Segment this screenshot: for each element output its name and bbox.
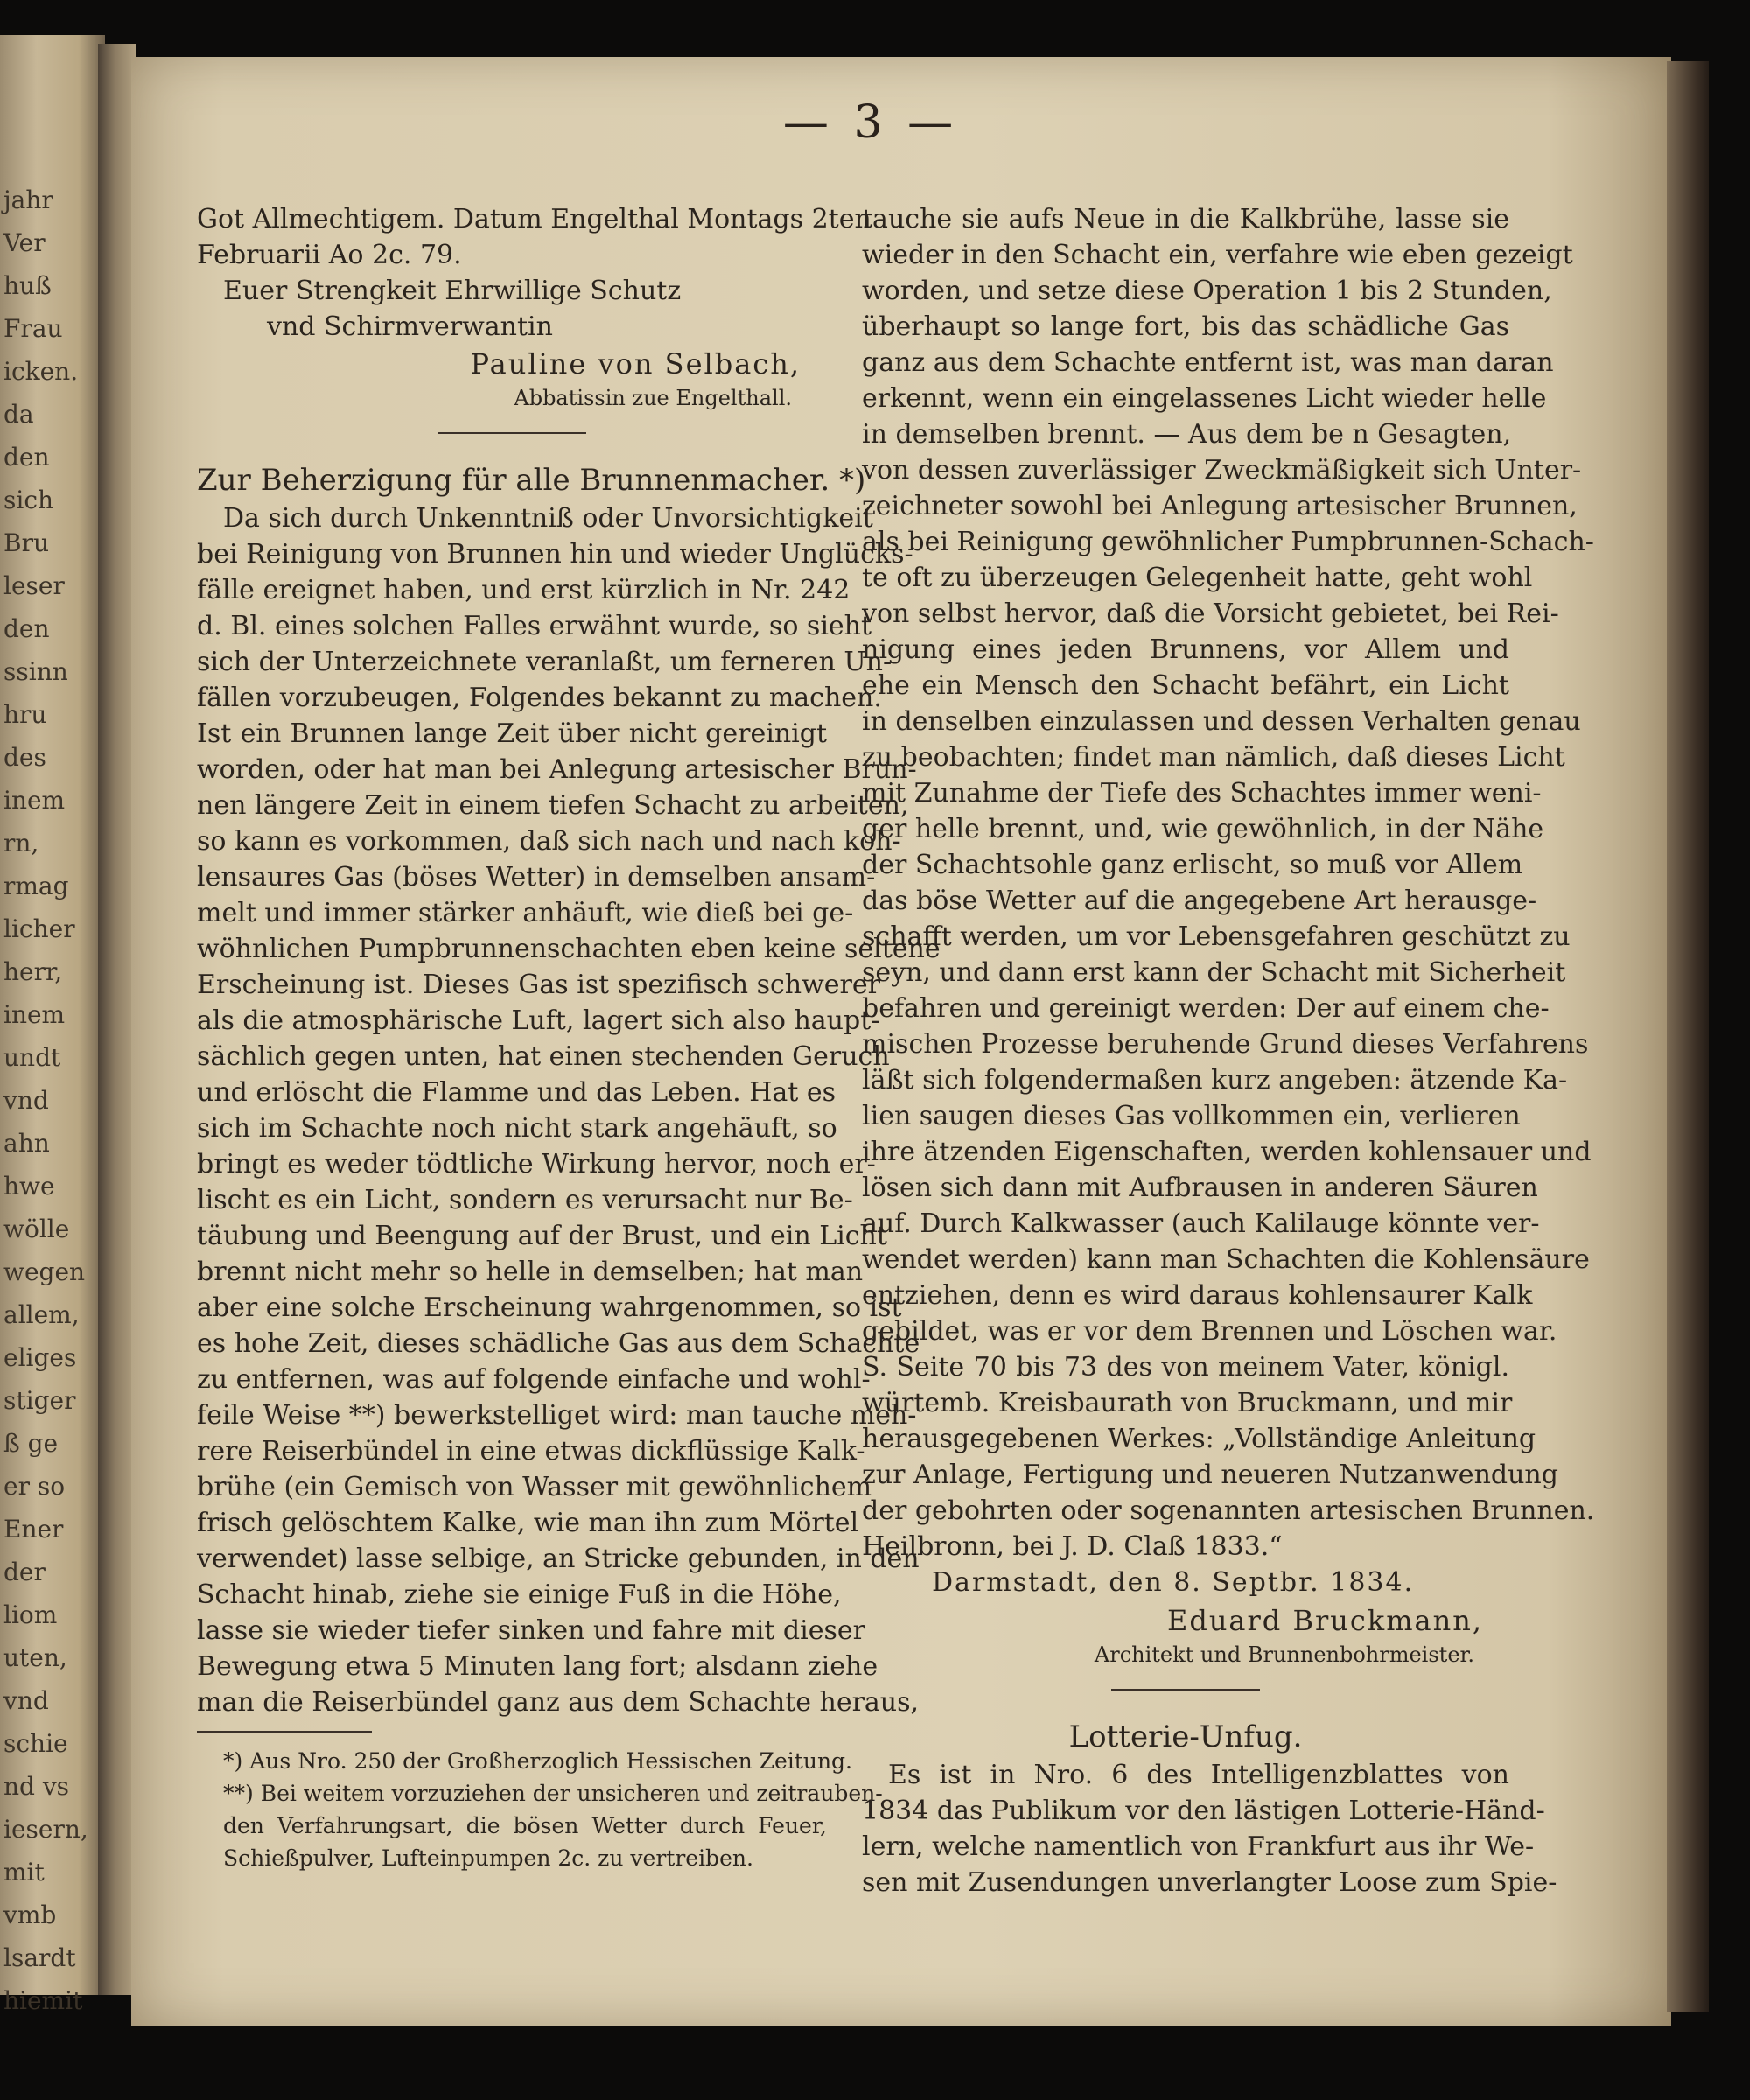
left-page-fragment: allem, <box>4 1300 80 1329</box>
text-line: lischt es ein Licht, sondern es verursacht nur Be- <box>197 1185 853 1215</box>
text-line: worden, und setze diese Operation 1 bis 2 Stunden, <box>862 276 1552 306</box>
text-line: feile Weise **) bewerkstelliget wird: man tauche meh- <box>197 1400 917 1431</box>
text-line: S. Seite 70 bis 73 des von meinem Vater, königl. <box>862 1352 1509 1382</box>
footnote-divider <box>197 1731 372 1732</box>
letter-line: Euer Strengkeit Ehrwillige Schutz <box>223 276 682 306</box>
text-line: aber eine solche Erscheinung wahrgenommen, so ist <box>197 1292 902 1323</box>
text-line: und erlöscht die Flamme und das Leben. Hat es <box>197 1077 836 1108</box>
article-dateline: Darmstadt, den 8. Septbr. 1834. <box>932 1567 1415 1598</box>
left-page-fragment: lsardt <box>4 1943 76 1972</box>
text-line: von dessen zuverlässiger Zweckmäßigkeit sich Unter- <box>862 455 1582 486</box>
right-column <box>862 201 1595 1900</box>
left-page-edge <box>0 35 105 2015</box>
left-page-fragment: eliges <box>4 1343 77 1372</box>
text-line: entziehen, denn es wird daraus kohlensaurer Kalk <box>862 1280 1533 1311</box>
left-page-fragment: Bru <box>4 528 49 557</box>
text-line: lern, welche namentlich von Frankfurt aus ihr We- <box>862 1831 1535 1862</box>
left-page-fragment: huß <box>4 271 52 300</box>
text-line: täubung und Beengung auf der Brust, und ein Licht <box>197 1221 887 1251</box>
text-line: wieder in den Schacht ein, verfahre wie eben gezeigt <box>862 240 1573 270</box>
article-body-left <box>197 500 941 1720</box>
left-page-fragment: leser <box>4 571 65 600</box>
text-line: zu entfernen, was auf folgende einfache und wohl- <box>197 1364 871 1395</box>
text-line: Es ist in Nro. 6 des Intelligenzblattes von <box>888 1760 1509 1790</box>
text-line: der Schachtsohle ganz erlischt, so muß vor Allem <box>862 850 1523 880</box>
left-page-fragment: hru <box>4 700 47 729</box>
left-page-fragment: mit <box>4 1858 45 1886</box>
left-page-fragment: rmag <box>4 872 69 900</box>
text-line: ger helle brennt, und, wie gewöhnlich, in der Nähe <box>862 814 1544 844</box>
left-page-fragment: Ener <box>4 1515 64 1544</box>
article-heading: Lotterie-Unfug. <box>1068 1719 1303 1754</box>
text-line: würtemb. Kreisbaurath von Bruckmann, und mir <box>862 1388 1513 1418</box>
left-page-fragment: undt <box>4 1043 61 1072</box>
text-line: erkennt, wenn ein eingelassenes Licht wieder helle <box>862 383 1547 414</box>
text-line: in denselben einzulassen und dessen Verhalten genau <box>862 706 1581 737</box>
text-line: 1834 das Publikum vor den lästigen Lotterie-Händ- <box>862 1796 1545 1826</box>
left-page-fragment: Ver <box>4 228 46 257</box>
article-heading: Zur Beherzigung für alle Brunnenmacher. *) <box>197 463 866 498</box>
text-line: herausgegebenen Werkes: „Vollständige Anleitung <box>862 1424 1536 1454</box>
text-line: ihre ätzenden Eigenschaften, werden kohlensauer und <box>862 1137 1592 1167</box>
article-body-right <box>862 201 1595 1564</box>
text-line: wöhnlichen Pumpbrunnenschachten eben keine seltene <box>197 934 941 964</box>
left-page-fragment: er so <box>4 1472 66 1501</box>
letter-line: Got Allmechtigem. Datum Engelthal Montags 2ten <box>197 204 872 234</box>
text-line: bei Reinigung von Brunnen hin und wieder Unglücks- <box>197 539 914 570</box>
left-page-fragment: inem <box>4 786 66 815</box>
left-page-fragment: nd vs <box>4 1772 70 1801</box>
left-page-fragment: der <box>4 1558 46 1586</box>
article-signer-title: Architekt und Brunnenbohrmeister. <box>1094 1642 1474 1667</box>
text-line: Da sich durch Unkenntniß oder Unvorsichtigkeit <box>223 503 873 534</box>
letter-signer: Pauline von Selbach, <box>470 347 801 381</box>
left-page-fragment: ssinn <box>4 657 68 686</box>
left-page-fragment: vnd <box>4 1686 49 1715</box>
left-page-fragment: uten, <box>4 1643 67 1672</box>
text-line: Schacht hinab, ziehe sie einige Fuß in die Höhe, <box>197 1579 842 1610</box>
footnote: **) Bei weitem vorzuziehen der unsicheren und zeitrauben- <box>223 1781 883 1806</box>
left-page-fragment: ahn <box>4 1129 50 1158</box>
text-line: mischen Prozesse beruhende Grund dieses Verfahrens <box>862 1029 1589 1060</box>
article-body-right-2 <box>862 1757 1558 1900</box>
text-line: lien saugen dieses Gas vollkommen ein, verlieren <box>862 1101 1521 1131</box>
left-page-fragment: da <box>4 400 34 429</box>
article-signer: Eduard Bruckmann, <box>1166 1604 1483 1637</box>
text-line: lasse sie wieder tiefer sinken und fahre mit dieser <box>197 1615 865 1646</box>
footnote: Schießpulver, Lufteinpumpen 2c. zu vertreiben. <box>223 1845 753 1871</box>
left-page-fragment: hwe <box>4 1172 55 1200</box>
text-line: Ist ein Brunnen lange Zeit über nicht gereinigt <box>197 718 827 749</box>
text-line: mit Zunahme der Tiefe des Schachtes immer weni- <box>862 778 1542 808</box>
left-page-fragment: Frau <box>4 314 63 343</box>
text-line: zur Anlage, Fertigung und neueren Nutzanwendung <box>862 1460 1558 1490</box>
text-line: seyn, und dann erst kann der Schacht mit Sicherheit <box>862 957 1566 988</box>
left-page-fragment: iesern, <box>4 1815 88 1844</box>
left-page-fragment: vnd <box>4 1086 49 1115</box>
text-line: bringt es weder tödtliche Wirkung hervor, noch er- <box>197 1149 876 1180</box>
left-page-fragment: wölle <box>4 1214 70 1243</box>
text-line: überhaupt so lange fort, bis das schädliche Gas <box>862 312 1509 342</box>
text-line: es hohe Zeit, dieses schädliche Gas aus dem Schachte <box>197 1328 920 1359</box>
letter-line: Februarii Ao 2c. 79. <box>197 240 462 270</box>
text-line: Heilbronn, bei J. D. Claß 1833.“ <box>862 1531 1283 1562</box>
letter-signer-title: Abbatissin zue Engelthall. <box>514 386 792 410</box>
left-page-fragment: herr, <box>4 957 63 986</box>
left-page-fragment: icken. <box>4 357 79 386</box>
left-page-fragment: jahr <box>4 186 53 214</box>
text-line: Erscheinung ist. Dieses Gas ist spezifisch schwerer <box>197 970 880 1000</box>
page-number: — 3 — <box>782 96 959 149</box>
text-line: brühe (ein Gemisch von Wasser mit gewöhnlichem <box>197 1472 872 1502</box>
text-line: man die Reiserbündel ganz aus dem Schachte heraus, <box>197 1687 920 1718</box>
text-line: Bewegung etwa 5 Minuten lang fort; alsdann ziehe <box>197 1651 878 1682</box>
text-line: rere Reiserbündel in eine etwas dickflüssige Kalk- <box>197 1436 865 1466</box>
section-divider <box>1111 1689 1260 1690</box>
text-line: lösen sich dann mit Aufbrausen in anderen Säuren <box>862 1172 1538 1203</box>
text-line: tauche sie aufs Neue in die Kalkbrühe, lasse sie <box>862 204 1509 234</box>
left-page-fragment: den <box>4 614 50 643</box>
left-page-fragment: stiger <box>4 1386 76 1415</box>
text-line: brennt nicht mehr so helle in demselben; hat man <box>197 1256 864 1287</box>
text-line: sich der Unterzeichnete veranlaßt, um ferneren Un- <box>197 647 892 677</box>
text-line: läßt sich folgendermaßen kurz angeben: ätzende Ka- <box>862 1065 1568 1096</box>
text-line: wendet werden) kann man Schachten die Kohlensäure <box>862 1244 1590 1275</box>
text-line: frisch gelöschtem Kalke, wie man ihn zum Mörtel <box>197 1508 859 1538</box>
text-line: das böse Wetter auf die angegebene Art herausge- <box>862 886 1537 916</box>
left-page-fragment: liom <box>4 1600 58 1629</box>
left-page-fragment: vmb <box>4 1900 57 1929</box>
left-page-fragment: inem <box>4 1000 66 1029</box>
text-line: ganz aus dem Schachte entfernt ist, was man daran <box>862 347 1554 378</box>
left-column <box>197 201 941 1874</box>
text-line: nigung eines jeden Brunnens, vor Allem und <box>862 634 1509 665</box>
footnote: *) Aus Nro. 250 der Großherzoglich Hessischen Zeitung. <box>223 1748 852 1774</box>
left-page-fragment: hiemit <box>4 1986 83 2015</box>
left-page-fragment: ß ge <box>4 1429 59 1458</box>
text-line: als die atmosphärische Luft, lagert sich also haupt- <box>197 1005 880 1036</box>
book-cover-edge <box>1667 61 1709 2012</box>
text-line: nen längere Zeit in einem tiefen Schacht zu arbeiten, <box>197 790 909 821</box>
footnote: den Verfahrungsart, die bösen Wetter durch Feuer, <box>223 1813 827 1838</box>
left-page-fragment: des <box>4 743 46 772</box>
text-line: worden, oder hat man bei Anlegung artesischer Brun- <box>197 754 917 785</box>
text-line: zeichneter sowohl bei Anlegung artesischer Brunnen, <box>862 491 1578 522</box>
left-page-fragment: schie <box>4 1729 68 1758</box>
text-line: verwendet) lasse selbige, an Stricke gebunden, in den <box>197 1544 920 1574</box>
text-line: d. Bl. eines solchen Falles erwähnt wurde, so sieht <box>197 611 872 641</box>
text-line: zu beobachten; findet man nämlich, daß dieses Licht <box>862 742 1565 773</box>
text-line: schafft werden, um vor Lebensgefahren geschützt zu <box>862 921 1571 952</box>
text-line: der gebohrten oder sogenannten artesischen Brunnen. <box>862 1495 1595 1526</box>
text-line: in demselben brennt. — Aus dem be n Gesagten, <box>862 419 1512 450</box>
text-line: ehe ein Mensch den Schacht befährt, ein Licht <box>862 670 1509 701</box>
text-line: melt und immer stärker anhäuft, wie dieß bei ge- <box>197 898 854 928</box>
text-line: sich im Schachte noch nicht stark angehäuft, so <box>197 1113 837 1144</box>
text-line: sächlich gegen unten, hat einen stechenden Geruch <box>197 1041 890 1072</box>
text-line: lensaures Gas (böses Wetter) in demselben ansam- <box>197 862 876 892</box>
text-line: befahren und gereinigt werden: Der auf einem che- <box>862 993 1550 1024</box>
text-line: te oft zu überzeugen Gelegenheit hatte, geht wohl <box>862 563 1533 593</box>
section-divider <box>438 432 586 434</box>
left-page-fragment: wegen <box>4 1257 86 1286</box>
text-line: gebildet, was er vor dem Brennen und Löschen war. <box>862 1316 1558 1347</box>
text-line: so kann es vorkommen, daß sich nach und nach koh- <box>197 826 901 857</box>
text-line: auf. Durch Kalkwasser (auch Kalilauge könnte ver- <box>862 1208 1540 1239</box>
left-page-fragment: rn, <box>4 829 39 858</box>
left-page-fragment: sich <box>4 486 54 514</box>
left-page-fragment: licher <box>4 914 75 943</box>
text-line: fälle ereignet haben, und erst kürzlich in Nr. 242 <box>197 575 850 606</box>
text-line: als bei Reinigung gewöhnlicher Pumpbrunnen-Schach- <box>862 527 1594 557</box>
text-line: sen mit Zusendungen unverlangter Loose zum Spie- <box>862 1867 1558 1898</box>
left-page-fragment: den <box>4 443 50 472</box>
text-line: fällen vorzubeugen, Folgendes bekannt zu machen. <box>197 682 882 713</box>
letter-line: vnd Schirmverwantin <box>267 312 553 342</box>
text-line: von selbst hervor, daß die Vorsicht gebietet, bei Rei- <box>862 598 1559 629</box>
